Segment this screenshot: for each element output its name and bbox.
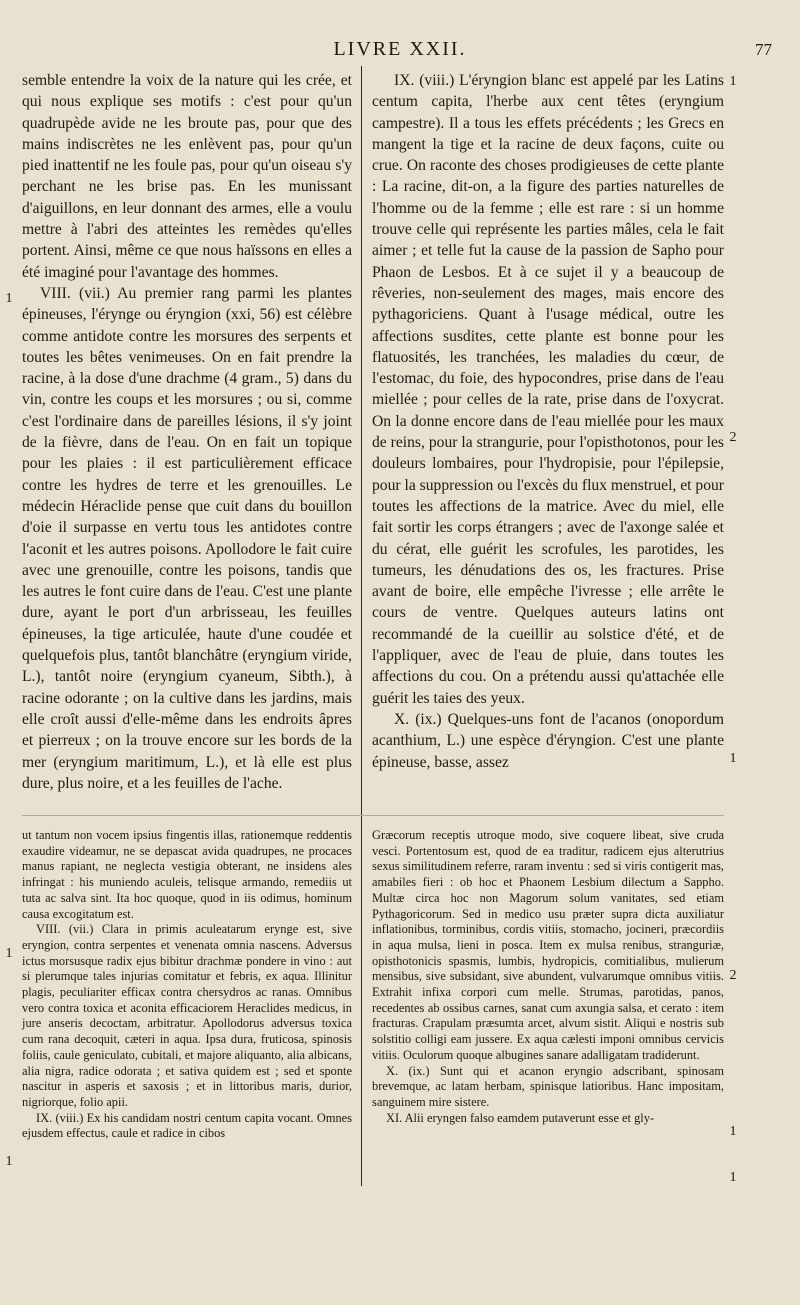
margin-number: 2 <box>729 430 737 445</box>
column-rule <box>361 66 362 1186</box>
french-column-right <box>372 70 724 773</box>
page-number: 77 <box>755 40 772 59</box>
margin-number: 1 <box>5 1154 13 1169</box>
french-column-left <box>22 70 352 794</box>
latin-paragraph-section-xi: XI. Alii eryngen falso eamdem putaverunt esse et gly- <box>386 1110 655 1125</box>
latin-column-right <box>372 828 724 1126</box>
latin-paragraph-section-viii: VIII. (vii.) Clara in primis aculeatarum eryngе est, sive eryngion, contra serpentes et venenata omnia nascens. Adversus ictus morsusque radix ejus bibitur drachmæ pondere in vino : aut si plerumque tales injurias comitatur et febris, ex aqua. Illinitur plagis, peculiariter efficax contra chersydros ac ranas. Omnibus vero contra toxica et aconita efficaciorem Heraclides medicus, in jure anseris decoctam, arbitratur. Apollodorus adversus toxica cum rana decoquit, cæteri in aqua. Ipsa dura, fruticosa, spinosis foliis, caule geniculato, cubitali, et majore aliquanto, alia albicans, alia nigra, radice odorata ; et sativa quidem est ; sed et sponte nascitur in asperis et saxosis ; et in littoribus maris, durior, nigriorque, folio apii. <box>22 922 352 1109</box>
latin-paragraph-section-ix: IX. (viii.) Ex his candidam nostri centum capita vocant. Omnes ejusdem effectus, caule et radice in cibos <box>22 1110 352 1141</box>
margin-number: 1 <box>729 751 737 766</box>
paragraph-section-x: X. (ix.) Quelques-uns font de l'acanos (onopordum acanthium, L.) une espèce d'éryngion. C'est une plante épineuse, basse, assez <box>372 710 724 771</box>
running-title: LIVRE XXII. <box>333 38 467 60</box>
text-separator <box>22 815 724 816</box>
margin-number: 1 <box>5 291 13 306</box>
margin-number: 1 <box>729 74 737 89</box>
paragraph-section-viii: VIII. (vii.) Au premier rang parmi les plantes épineuses, l'érynge ou éryngion (xxi, 56) est célèbre comme antidote contre les morsures des serpents et toutes les bêtes venimeuses. On en fait prendre la racine, à la dose d'une drachme (4 gram., 5) dans du vin, contre les coups et les morsures ; ou si, comme c'est l'ordinaire dans de pareilles lésions, il s'y joint de la fièvre, dans de l'eau. On en fait un topique pour les plaies : il est particulièrement efficace contre les hydres de terre et les grenouilles. Le médecin Héraclide pense que cuit dans du bouillon d'oie il surpasse en vertu tous les antidotes contre l'aconit et les autres poisons. Apollodore le fait cuire avec une grenouille, contre les poisons, tandis que les autres le font cuire dans de l'eau. C'est une plante dure, ayant le port d'un arbrisseau, les feuilles épineuses, la tige articulée, haute d'une coudée et quelquefois plus, tantôt blanchâtre (eryngium viride, L.), tantôt noire (eryngium cyaneum, Sibth.), à racine odorante ; on la cultive dans les jardins, mais elle croît aussi d'elle-même dans les endroits âpres et pierreux ; on la trouve encore sur les bords de la mer (eryngium maritimum, L.), et là elle est plus dure, plus noire, et a les feuilles de l'ache. <box>22 284 352 792</box>
latin-column-left <box>22 828 352 1142</box>
paragraph: semble entendre la voix de la nature qui les crée, et qui nous explique ses motifs : c'est pour qu'un quadrupède avide ne les broute pas, pour que des mains indiscrètes ne les enlèvent pas, pour qu'un pied inattentif ne les foule pas, pour qu'un oiseau s'y perchant ne les brise pas. En les munissant d'aiguillons, en leur donnant des armes, elle a voulu mettre à l'abri des atteintes les remèdes qu'elles portent. Ainsi, même ce que nous haïssons en elles a été imaginé pour l'avantage des hommes. <box>22 72 352 281</box>
latin-paragraph: Græcorum receptis utroque modo, sive coquere libeat, sive cruda vesci. Portentosum est, quod de ea traditur, radicem ejus alterutrius sexus similitudinem referre, raram inventu : sed si viris contigerit mas, amabiles fieri : ob hoc et Phaonem Lesbium dilectum a Sappho. Multæ circa hoc non Magorum solum vanitates, sed etiam Pythagoricorum. Sed in medico usu præter supra dicta auxiliatur inflationibus, torminibus, cordis vitiis, stomacho, jocineri, præcordiis in aqua mulsa, lieni in posca. Item ex mulsa renibus, stranguriæ, opisthotonicis spasmis, lumbis, hydropicis, comitialibus, mulierum mensibus, sive subsidant, sive abundent, vulvarumque omnibus vitiis. Extrahit infixa corpori cum melle. Strumas, parotidas, panos, recedentes ab ossibus carnes, sanat cum axungia salsa, et cerato : item fracturas. Crapulam præsumta arcet, alvum sistit. Aliqui e nostris sub solstitio colligi eam jussere. Ex aqua cælesti imponi omnibus cervicis vitiis. Oculorum quoque albugines sanare adalligatam tradiderunt. <box>372 828 724 1062</box>
latin-paragraph: ut tantum non vocem ipsius fingentis illas, rationemque reddentis exaudire videamur, ne se depascat avida quadrupes, ne procaces manus rapiant, ne neglecta vestigia obterant, ne insidens ales infringat : his muniendo aculeis, telisque armando, remediis ut tuta ac salva sint. Ita hoc quoque, quod in iis odimus, hominum causa excogitatum est. <box>22 828 352 921</box>
page-header <box>20 32 780 64</box>
margin-number: 1 <box>729 1124 737 1139</box>
margin-number: 1 <box>5 946 13 961</box>
margin-number: 2 <box>729 968 737 983</box>
latin-paragraph-section-x: X. (ix.) Sunt qui et acanon eryngio adscribant, spinosam brevemque, ac latam herbam, spinisque latioribus. Hanc impositam, sanguinem mire sistere. <box>372 1063 724 1109</box>
paragraph-section-ix: IX. (viii.) L'éryngion blanc est appelé par les Latins centum capita, l'herbe aux cent têtes (eryngium campestre). Il a tous les effets précédents ; les Grecs en mangent la tige et la racine de deux façons, cuite ou crue. On raconte des choses prodigieuses de cette plante : La racine, dit-on, a la figure des parties naturelles de l'homme ou de la femme ; elle est rare : si un homme trouve celle qui représente les parties mâles, cela le fait aimer ; et telle fut la cause de la passion de Sapho pour Phaon de Lesbos. Et à ce sujet il y a beaucoup de rêveries, non-seulement des mages, mais encore des pythagoriciens. Quant à l'usage médical, outre les affections susdites, cette plante est bonne pour les flatuosités, les tranchées, les maladies du cœur, de l'estomac, du foie, des hypocondres, prise dans de l'eau miellée ; pour celles de la rate, prise dans de l'oxycrat. On la donne encore dans de l'eau miellée pour les maux de reins, pour la strangurie, pour l'opisthotonos, pour les douleurs lombaires, pour l'hydropisie, pour l'épilepsie, pour la suppression ou l'excès du flux menstruel, et pour toutes les affections de la matrice. Avec du miel, elle fait sortir les corps étrangers ; avec de l'axonge salée et du cérat, elle guérit les scrofules, les parotides, les tumeurs, les dénudations des os, les fractures. Prise avant de boire, elle empêche l'ivresse ; elle arrête le cours de ventre. Quelques auteurs latins ont recommandé de la cueillir au solstice d'été, et de l'appliquer, avec de l'eau de pluie, dans toutes les affections du cou. On a prétendu aussi qu'attachée elle guérit les taies des yeux. <box>372 72 724 707</box>
margin-number: 1 <box>729 1170 737 1185</box>
